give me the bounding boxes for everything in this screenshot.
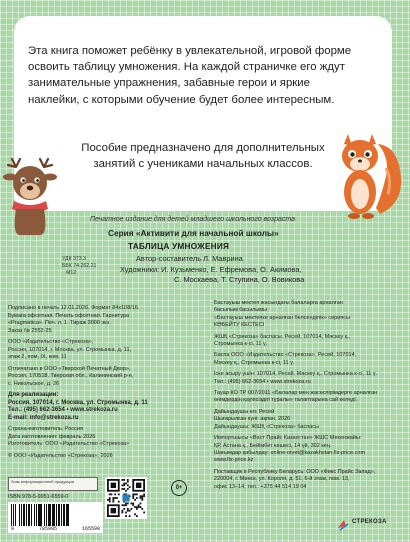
print-note: Печатное издание для детей младшего школьного возраста — [90, 216, 296, 223]
blurb-paragraph-1: Эта книга поможет ребёнку в увлекательной, игровой форме освоить таблицу умножения. На каждой страничке его ждут занимательные упражнения, забавные герои и яркие наклейки, с которыми обучение будет более интересным. — [28, 45, 352, 106]
left-imprint-column — [8, 305, 208, 460]
publisher-line: ООО «Издательство «Стрекоза», — [8, 339, 94, 345]
kz-line: Тел.: (495) 662-3654 • www.strekoza.ru — [214, 378, 311, 385]
deer-illustration — [2, 157, 68, 235]
sale-line: E-mail: info@strekoza.ru — [8, 414, 79, 421]
print-line: «Pragmatica». Печ. л. 1. Тираж 3000 экз. — [8, 320, 111, 326]
origin-line: Страна-изготовитель: Россия — [8, 426, 83, 432]
squirrel-illustration — [330, 128, 404, 220]
sale-line: Тел.: (495) 662-3654 • www.strekoza.ru — [8, 407, 118, 413]
author-line: Автор-составитель Л. Маврина — [136, 254, 243, 263]
print-line: Подписано в печать 12.01.2026. Формат 84х108/16. — [8, 305, 140, 311]
book-title: ТАБЛИЦА УМНОЖЕНИЯ — [128, 241, 230, 251]
author-mark: М12 — [66, 270, 77, 276]
kz-line: Мәскеу қ., Стромынка к-сі, 11 ү. — [214, 359, 295, 366]
qr-code — [105, 477, 147, 519]
right-imprint-column — [214, 300, 404, 491]
by-line: офис 13–14, тел.: +375 44 514 19 04 — [214, 483, 307, 490]
kz-line: КӨБЕЙТУ КЕСТЕСІ — [214, 322, 265, 329]
kz-line: ҚР, Астана қ., Бейімбет көшесі, 14 үй, 302 кең. — [214, 442, 332, 449]
print-line: Заказ № 2552-25 — [8, 327, 52, 334]
barcode-digit: 785995 — [38, 526, 57, 532]
kz-line: «Бастауыш мектепке арналған белсенділік» сериясы — [214, 314, 350, 321]
kz-line: Баспа ООО «Издательство «Стрекоза». Ресей, 107014, — [214, 352, 357, 359]
publisher-name: СТРЕКОЗА — [352, 519, 387, 525]
kz-line: Импортшысы «Васт Прайс Казахстан» ЖШС Мекенжайы: — [214, 435, 362, 442]
origin-line: Изготовитель: ООО «Издательство «Стрекоза» — [8, 441, 130, 447]
kz-line: өнімдердің қауіпсіздігі туралы» талаптарына сай келеді. — [214, 397, 358, 404]
by-line: 220004, г. Минск, ул. Короля, д. 51, 6-й этаж, пом. 13, — [214, 476, 350, 483]
publisher-line: этаж 2, пом. IX, ком. 11 — [8, 354, 67, 360]
kz-line: Дайындаушы: ЖШҚ «Стрекоза» баспасы — [214, 423, 319, 430]
kz-line: Іске асыру үшін: 107014, Ресей, Мәскеу қ., Стромынка к-сі, 11 ү. — [214, 371, 378, 378]
info-product-box: Знак информационной продукции — [8, 477, 98, 491]
udk-code: УДК 373.3 — [62, 256, 87, 262]
sale-line: Россия, 107014, г. Москва, ул. Стромынка, д. 11 — [8, 399, 148, 406]
by-line: Поставщик в Республику Беларусь: ООО «Фикс Прайс Запад», — [214, 468, 376, 475]
artists-line-2: С. Москаева, Т. Ступина, О. Вовикова — [174, 275, 305, 285]
blurb-paragraph-2: Пособие предназначено для дополнительных занятий с учениками начальных классов. — [81, 142, 325, 171]
kz-line: Бастауыш мектеп жасындағы балаларға арналған — [214, 300, 343, 306]
printer-line: Россия, 170518, Тверская обл., Калининский р-н, — [8, 373, 134, 379]
kz-line: Стромынка к-сі, 11 ү. — [214, 341, 268, 348]
kz-line: ЖШҚ «Стрекоза» баспасы. Ресей, 107014, Мәскеу қ., — [214, 333, 351, 340]
credits — [120, 254, 410, 286]
artists-line-1: Художники: И. Кузьменко, Е. Ефремова, О. Акимова, — [120, 264, 302, 274]
kz-line: Дайындаушы ел: Ресей — [214, 408, 275, 415]
publisher-line: Россия, 107014, г. Москва, ул. Стромынка, д. 11, — [8, 346, 132, 353]
copyright: © ООО «Издательство «Стрекоза», 2026 — [8, 452, 113, 459]
origin-line: Дата изготовления: февраль 2026 — [8, 433, 96, 440]
print-line: Бумага офсетная. Печать офсетная. Гарнитура — [8, 312, 130, 319]
barcode-digit: 165590 — [81, 526, 100, 532]
printer-line: Отпечатано в ООО «Тверской Печатный Двор», — [8, 365, 131, 372]
age-rating-badge: 0+ — [171, 480, 187, 496]
kz-line: Шығарылған күні: ақпан, 2026 — [214, 416, 291, 423]
kz-line: басылым басылымы — [214, 307, 267, 314]
barcode — [8, 502, 103, 533]
printer-line: с. Никольское, д. 26 — [8, 380, 60, 387]
kz-line: www.fix-price.kz — [214, 457, 254, 464]
barcode-digit: 9 — [11, 526, 15, 532]
kz-line: Шағымдар қабылдау: online-otvet@kazakhstan.fix-price.com — [214, 449, 366, 456]
series-title: Серия «Активити для начальной школы» — [108, 228, 279, 238]
isbn: ISBN 978-5-9951-6559-0 — [8, 494, 69, 500]
barcode-bars — [11, 504, 100, 526]
bbk-code: ББК 74.262.21 — [62, 263, 97, 269]
sale-label: Для реализации: — [8, 392, 59, 398]
kz-line: Тауар КО ТР 007/2011 «Балалар мен жасөспірімдерге арналған — [214, 390, 378, 397]
